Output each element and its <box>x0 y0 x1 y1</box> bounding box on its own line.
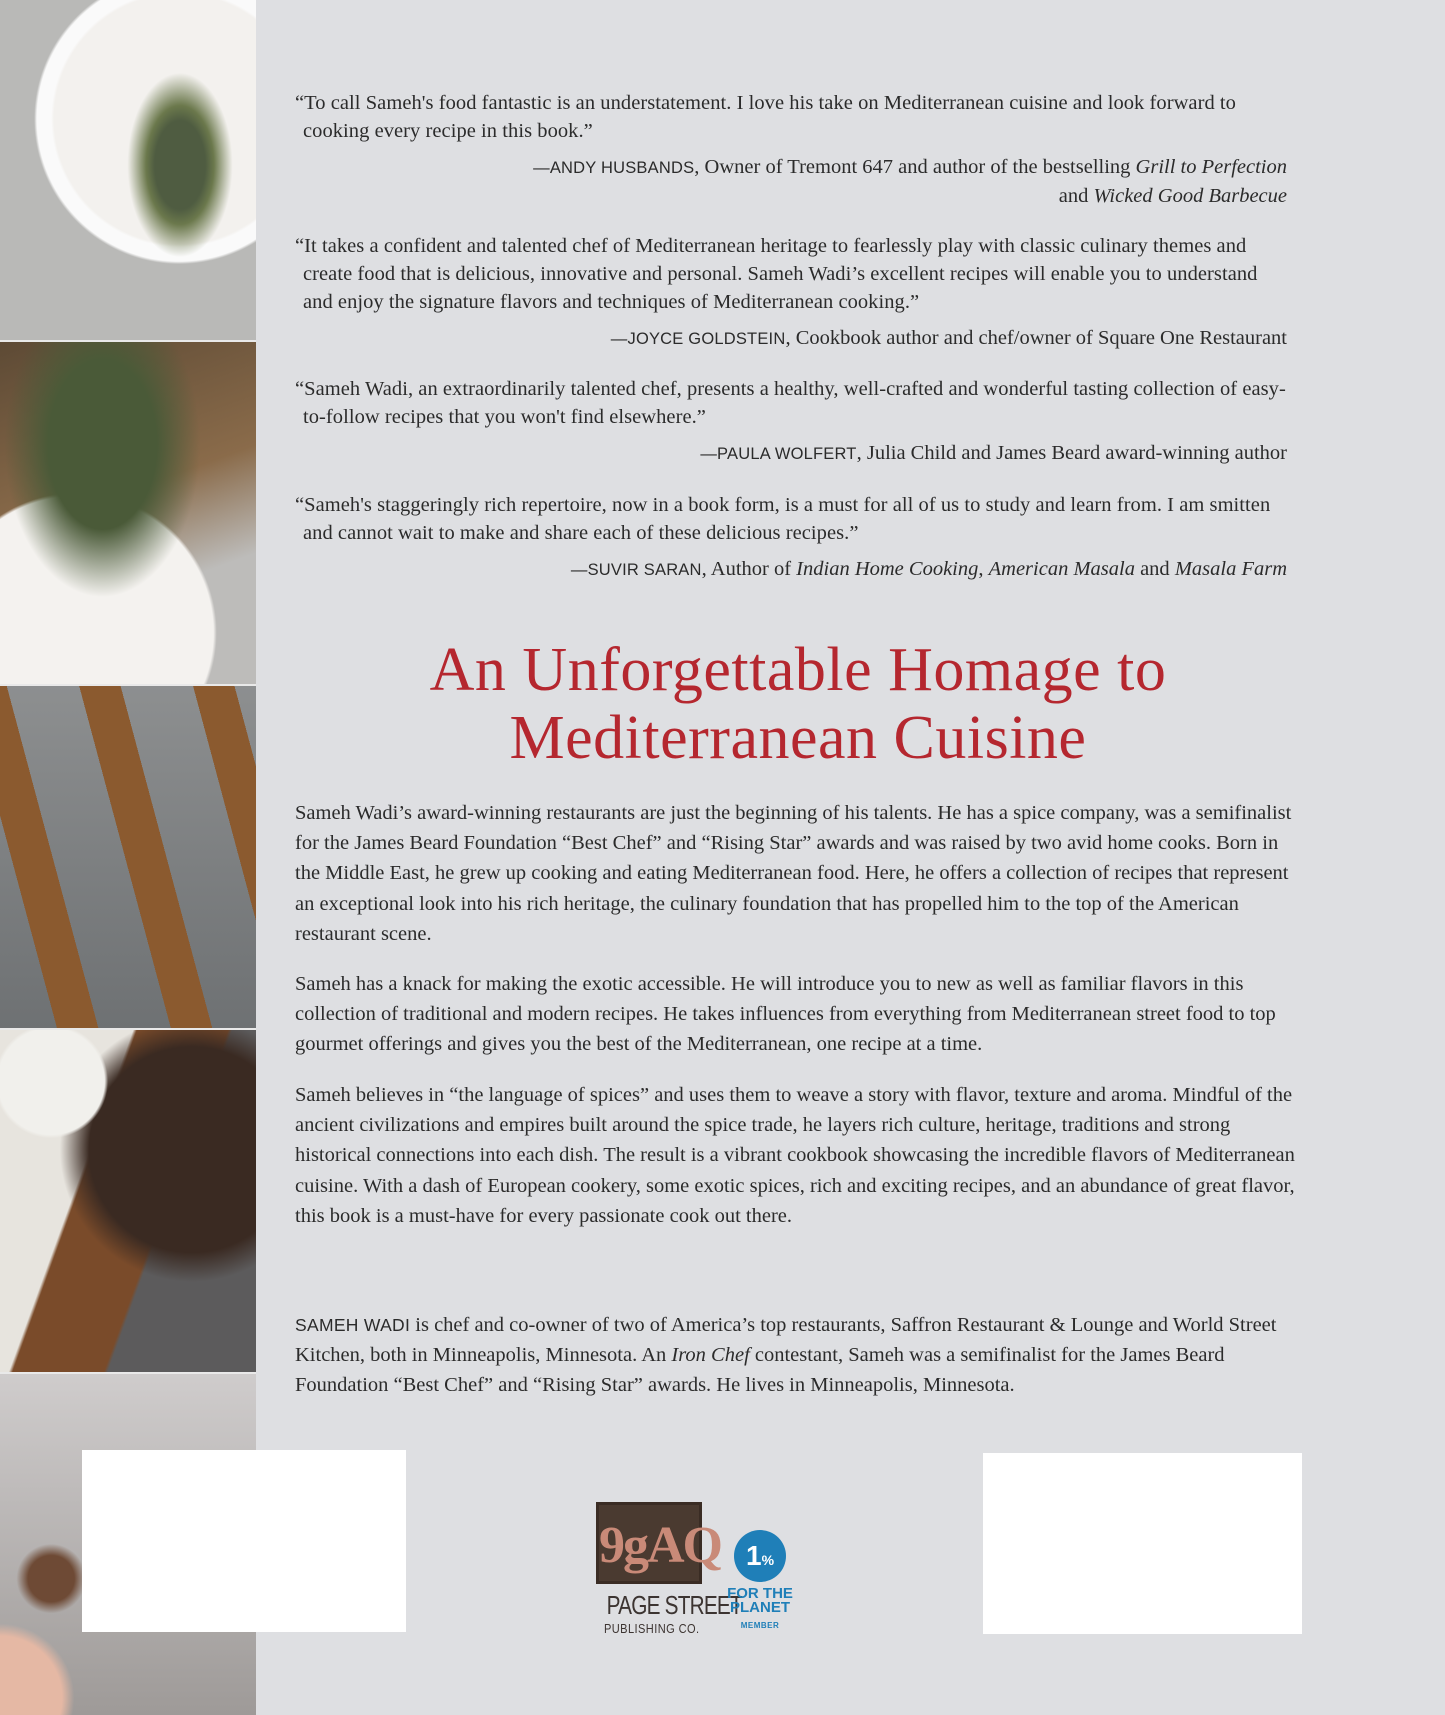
book-title: Wicked Good Barbecue <box>1093 185 1287 207</box>
paella-photo <box>0 342 256 686</box>
letterpress-mark-icon: 9gAQ <box>596 1502 702 1584</box>
quote-attribution: —ANDY HUSBANDS, Owner of Tremont 647 and author of the bestselling Grill to Perfection and Wicked Good Barbecue <box>533 156 1287 207</box>
publisher-logo <box>596 1502 742 1636</box>
author-name: SAMEH WADI <box>295 1315 411 1335</box>
one-percent-planet-logo: 1% FOR THE PLANET MEMBER <box>723 1530 797 1630</box>
one-percent-icon: 1% <box>734 1530 786 1582</box>
quote-text: “To call Sameh's food fantastic is an understatement. I love his take on Mediterranean cuisine and look forward to cooking every recipe in this book.” <box>295 92 1236 142</box>
quote-author: —SUVIR SARAN <box>570 561 702 579</box>
quote-attribution: —PAULA WOLFERT, Julia Child and James Beard award-winning author <box>700 442 1287 464</box>
quote-attribution: —JOYCE GOLDSTEIN, Cookbook author and chef/owner of Square One Restaurant <box>610 327 1287 349</box>
quote-text: “It takes a confident and talented chef of Mediterranean heritage to fearlessly play with classic culinary themes and create food that is delicious, innovative and personal. Sameh Wadi’s excellent recipes will enable you to understand and enjoy the signature flavors and techniques of Mediterranean cooking.” <box>295 235 1258 313</box>
quote-author: —ANDY HUSBANDS <box>533 159 695 177</box>
endorsement-quote <box>295 491 1287 584</box>
price-label-box <box>82 1450 406 1632</box>
book-title: American Masala <box>988 558 1135 580</box>
quote-text: “Sameh's staggeringly rich repertoire, now in a book form, is a must for all of us to study and learn from. I am smitten and cannot wait to make and share each of these delicious recipes.” <box>295 494 1271 544</box>
book-title: Grill to Perfection <box>1135 156 1287 178</box>
headline-line-2: Mediterranean Cuisine <box>509 704 1087 772</box>
quote-author: —PAULA WOLFERT <box>700 445 857 463</box>
book-title: Indian Home Cooking <box>796 558 979 580</box>
publisher-name: PAGE STREET <box>606 1590 742 1620</box>
publisher-sub: PUBLISHING CO. <box>603 1621 700 1636</box>
quote-text: “Sameh Wadi, an extraordinarily talented chef, presents a healthy, well-crafted and wonderful tasting collection of easy-to-follow recipes that you won't find elsewhere.” <box>295 378 1286 428</box>
kebab-skewers-photo <box>0 686 256 1030</box>
steak-skillet-photo <box>0 1030 256 1374</box>
endorsement-quote <box>295 232 1287 353</box>
endorsement-quote <box>295 375 1287 468</box>
description-paragraph: Sameh Wadi’s award-winning restaurants are just the beginning of his talents. He has a spice company, was a semifinalist for the James Beard Foundation “Best Chef” and “Rising Star” awards and was raised by two avid home cooks. Born in the Middle East, he grew up cooking and eating Mediterranean food. Here, he offers a collection of recipes that represent an exceptional look into his rich heritage, the culinary foundation that has propelled him to the top of the American restaurant scene. <box>295 802 1292 945</box>
headline-line-1: An Unforgettable Homage to <box>429 636 1167 704</box>
book-title: Masala Farm <box>1174 558 1287 580</box>
description-paragraph: Sameh has a knack for making the exotic accessible. He will introduce you to new as well as familiar flavors in this collection of traditional and modern recipes. He takes influences from everything from Mediterranean street food to top gourmet offerings and gives you the best of the Mediterranean, one recipe at a time. <box>295 973 1276 1056</box>
fig-salad-photo <box>0 0 256 342</box>
show-title: Iron Chef <box>671 1344 750 1367</box>
author-bio: SAMEH WADI is chef and co-owner of two of America’s top restaurants, Saffron Restaurant & Lounge and World Street Kitchen, both in Minneapolis, Minnesota. An Iron Chef contestant, Sameh was a semifinalist for the James Beard Foundation “Best Chef” and “Rising Star” awards. He lives in Minneapolis, Minnesota. <box>295 1314 1277 1397</box>
endorsement-quote <box>295 89 1287 210</box>
headline <box>295 636 1301 772</box>
barcode-box <box>983 1453 1302 1634</box>
description-paragraph: Sameh believes in “the language of spices” and uses them to weave a story with flavor, texture and aroma. Mindful of the ancient civilizations and empires built around the spice trade, he layers rich culture, heritage, traditions and strong historical connections into each dish. The result is a vibrant cookbook showcasing the incredible flavors of Mediterranean cuisine. With a dash of European cookery, some exotic spices, rich and exciting recipes, and an abundance of great flavor, this book is a must-have for every passionate cook out there. <box>295 1084 1295 1227</box>
quote-attribution: —SUVIR SARAN, Author of Indian Home Cooking, American Masala and Masala Farm <box>570 558 1287 580</box>
quote-author: —JOYCE GOLDSTEIN <box>610 330 786 348</box>
